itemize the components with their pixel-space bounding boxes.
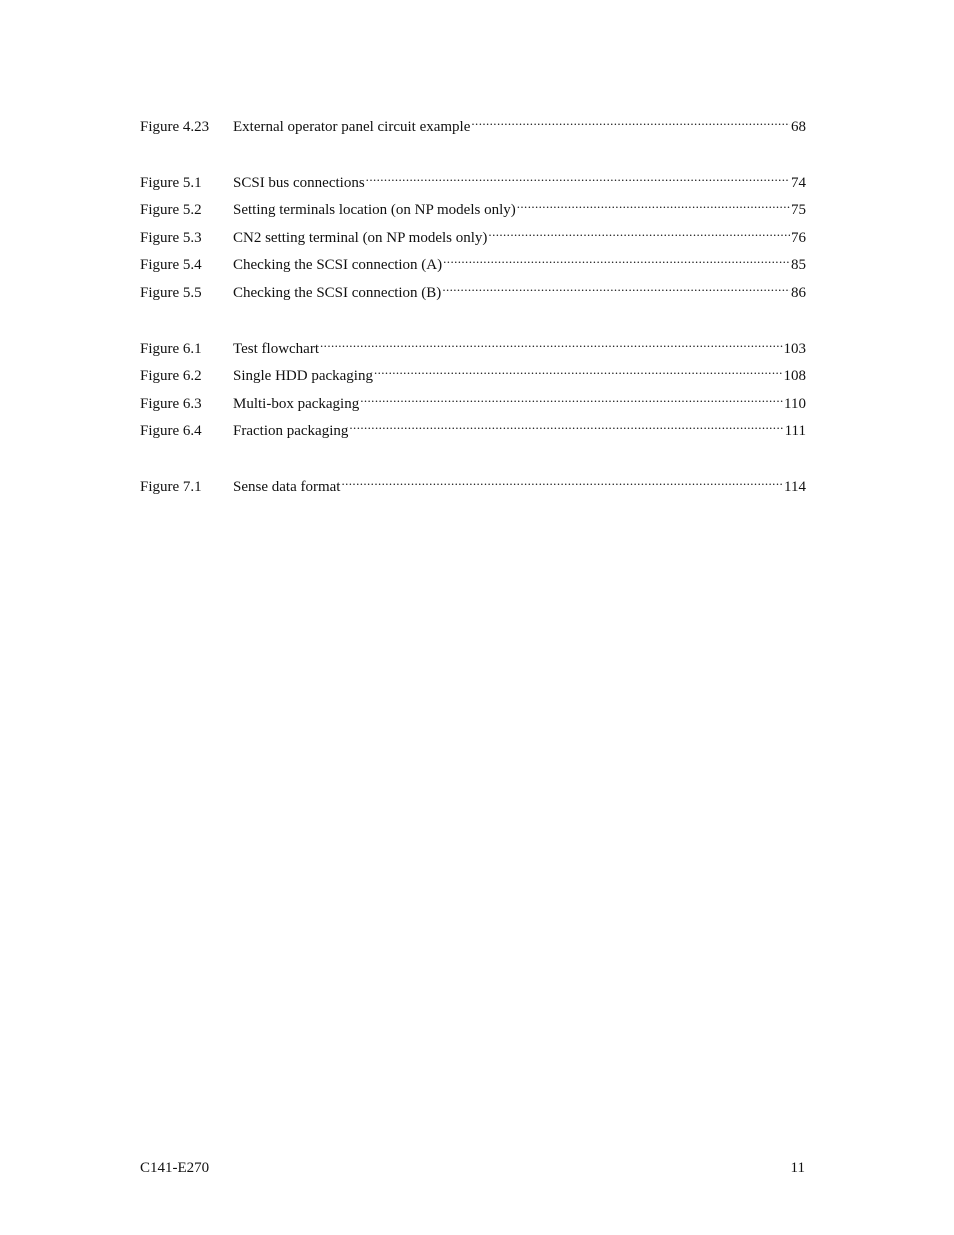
toc-entry[interactable]: [140, 222, 806, 250]
figure-number: Figure 5.5: [140, 284, 202, 301]
figure-number: Figure 5.3: [140, 229, 202, 246]
dot-leader: [320, 333, 782, 353]
dot-leader: [442, 277, 790, 297]
toc-entry[interactable]: [140, 333, 806, 361]
toc-entry[interactable]: [140, 471, 806, 499]
figure-number: Figure 5.1: [140, 174, 202, 191]
figure-number: Figure 5.4: [140, 257, 202, 274]
toc-entry[interactable]: [140, 415, 806, 443]
dot-leader: [374, 360, 783, 380]
toc-group-chapter-6: [140, 333, 806, 443]
page-reference: 103: [783, 340, 806, 357]
page-reference: 75: [791, 202, 806, 219]
document-code: C141-E270: [140, 1160, 210, 1176]
toc-group-chapter-4: [140, 111, 806, 139]
toc-group-chapter-7: [140, 471, 806, 499]
figure-number: Figure 6.4: [140, 423, 202, 440]
figure-number: Figure 5.2: [140, 202, 202, 219]
dot-leader: [517, 194, 790, 214]
figure-title: Sense data format: [233, 478, 341, 495]
figure-number: Figure 6.1: [140, 340, 202, 357]
dot-leader: [349, 415, 783, 435]
dot-leader: [341, 471, 783, 491]
page-reference: 86: [791, 284, 806, 301]
dot-leader: [488, 222, 790, 242]
figure-number: Figure 7.1: [140, 478, 202, 495]
figure-title: Single HDD packaging: [233, 368, 373, 385]
page-reference: 76: [791, 229, 806, 246]
page-reference: 74: [791, 174, 806, 191]
figure-title: Test flowchart: [233, 340, 320, 357]
figure-number: Figure 6.2: [140, 368, 202, 385]
figure-number: Figure 6.3: [140, 395, 202, 412]
figure-title: SCSI bus connections: [233, 174, 365, 191]
toc-entry[interactable]: [140, 111, 806, 139]
page-reference: 108: [783, 368, 806, 385]
toc-entry[interactable]: [140, 360, 806, 388]
figure-title: CN2 setting terminal (on NP models only): [233, 229, 488, 246]
page-reference: 85: [791, 257, 806, 274]
dot-leader: [366, 167, 790, 187]
figure-title: Setting terminals location (on NP models only): [233, 202, 516, 219]
page-number: 11: [790, 1160, 805, 1176]
toc-entry[interactable]: [140, 277, 806, 305]
toc-entry[interactable]: [140, 388, 806, 416]
dot-leader: [471, 111, 790, 131]
figure-title: Checking the SCSI connection (B): [233, 284, 442, 301]
toc-group-chapter-5: [140, 167, 806, 305]
toc-entry[interactable]: [140, 167, 806, 195]
page-reference: 68: [791, 119, 806, 135]
toc-entry[interactable]: [140, 249, 806, 277]
figure-title: External operator panel circuit example: [233, 119, 471, 135]
page-reference: 110: [784, 395, 806, 412]
page-reference: 114: [784, 478, 806, 495]
toc-entry[interactable]: [140, 194, 806, 222]
figure-title: Fraction packaging: [233, 423, 349, 440]
figure-number: Figure 4.23: [140, 119, 210, 135]
page-reference: 111: [784, 423, 806, 440]
dot-leader: [443, 249, 790, 269]
figure-title: Checking the SCSI connection (A): [233, 257, 443, 274]
dot-leader: [360, 388, 783, 408]
figure-title: Multi-box packaging: [233, 395, 360, 412]
list-of-figures: [140, 111, 806, 527]
